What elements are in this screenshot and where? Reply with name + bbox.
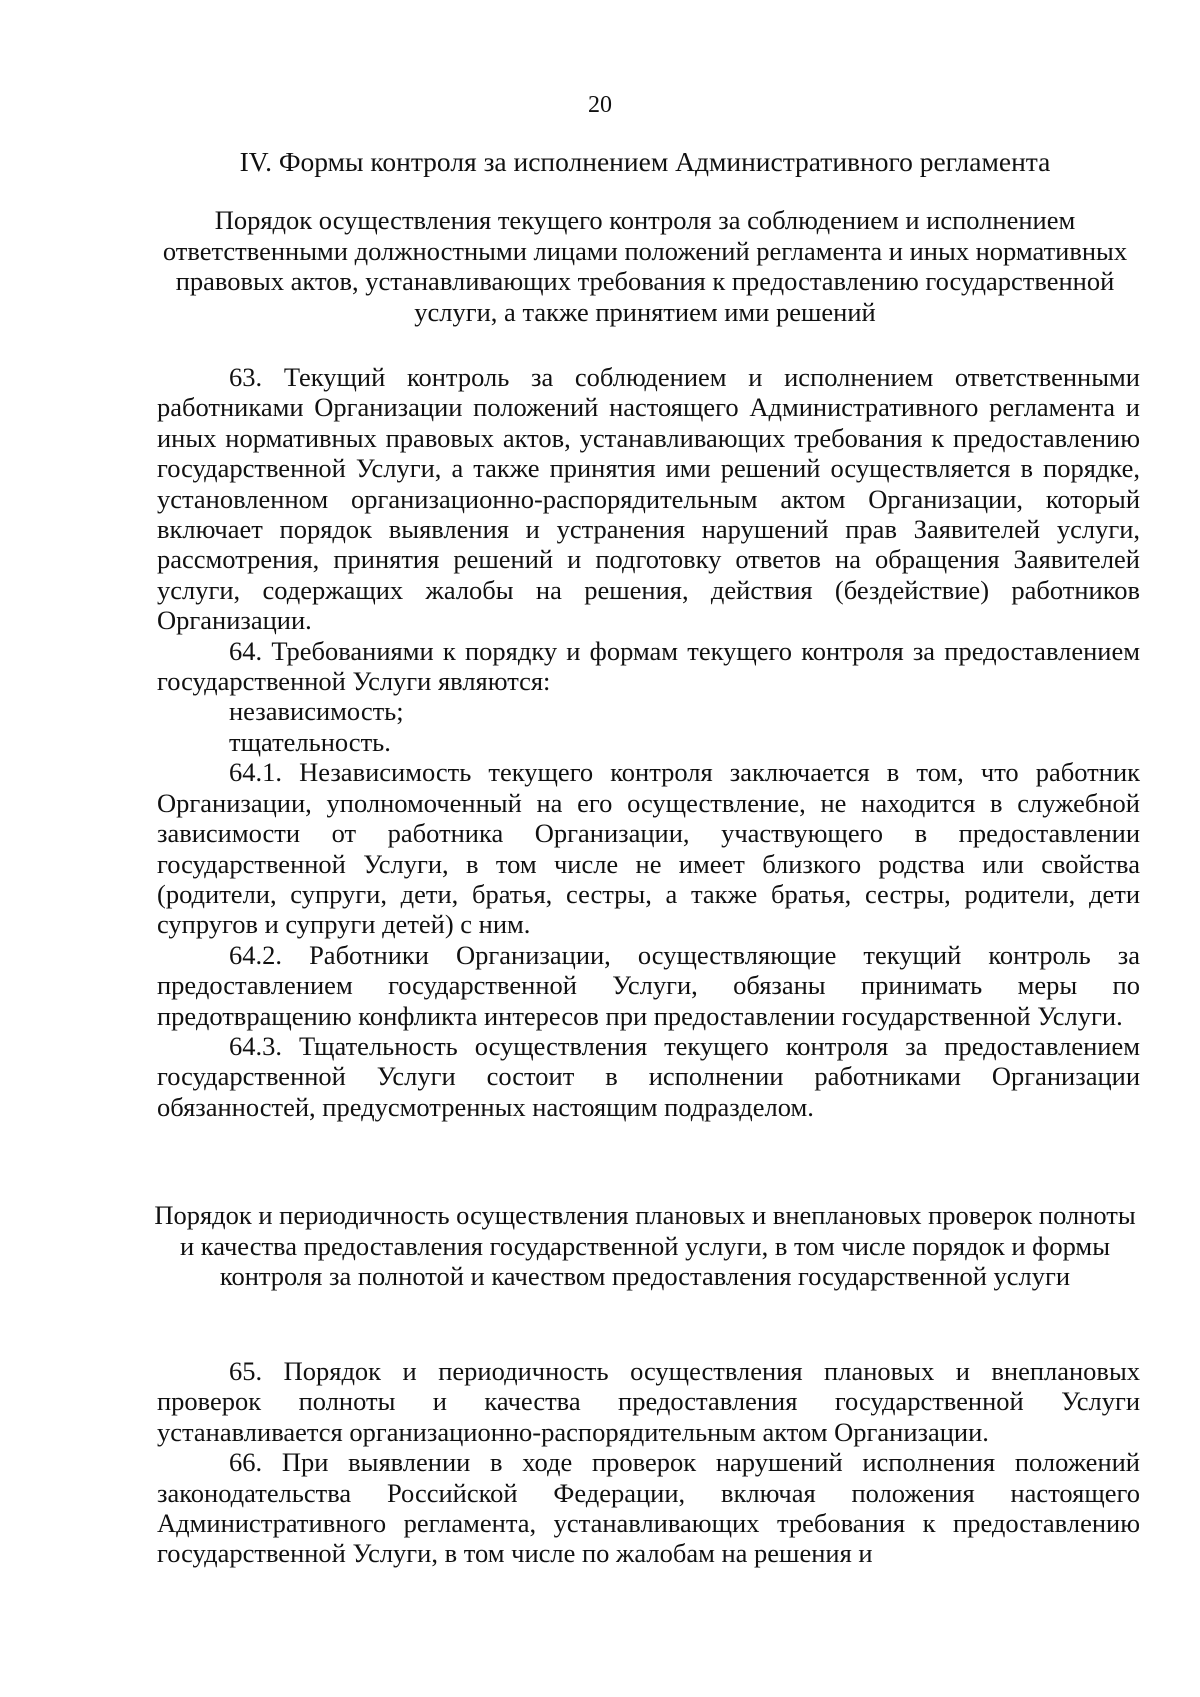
paragraph-66: 66. При выявлении в ходе проверок нарушений исполнения положений законодательства Российской Федерации, включая положения настоящего Административного регламента, устанавливающих требования к предоставлению государственной Услуги, в том числе по жалобам на решения и <box>157 1447 1140 1569</box>
section-body-inspections <box>157 1356 1140 1569</box>
section-title: IV. Формы контроля за исполнением Административного регламента <box>239 146 1051 177</box>
paragraph-64-1: 64.1. Независимость текущего контроля заключается в том, что работник Организации, уполномоченный на его осуществление, не находится в служебной зависимости от работника Организации, участвующего в предоставлении государственной Услуги, в том числе не имеет близкого родства или свойства (родители, супруги, дети, братья, сестры, а также братья, сестры, родители, дети супругов и супруги детей) с ним. <box>157 757 1140 940</box>
paragraph-64-2: 64.2. Работники Организации, осуществляющие текущий контроль за предоставлением государственной Услуги, обязаны принимать меры по предотвращению конфликта интересов при предоставлении государственной Услуги. <box>157 939 1140 1031</box>
paragraph-64: 64. Требованиями к порядку и формам текущего контроля за предоставлением государственной Услуги являются: <box>157 635 1140 697</box>
paragraph-65: 65. Порядок и периодичность осуществления плановых и внеплановых проверок полноты и качества предоставления государственной Услуги устанавливается организационно-распорядительным актом Организации. <box>157 1356 1140 1447</box>
subsection-title-current-control: Порядок осуществления текущего контроля за соблюдением и исполнением ответственными должностными лицами положений регламента и иных нормативных правовых актов, устанавливающих требования к предоставлению государственной услуги, а также принятием ими решений <box>162 205 1128 327</box>
page-number: 20 <box>588 92 612 118</box>
subsection-title-inspections: Порядок и периодичность осуществления плановых и внеплановых проверок полноты и качества предоставления государственной услуги, в том числе порядок и формы контроля за полнотой и качеством предоставления государственной услуги <box>154 1200 1136 1291</box>
list-item-independence: независимость; <box>229 696 404 727</box>
section-body-current-control <box>157 362 1140 1122</box>
list-item-thoroughness: тщательность. <box>229 726 391 757</box>
paragraph-64-3: 64.3. Тщательность осуществления текущего контроля за предоставлением государственной Услуги состоит в исполнении работниками Организации обязанностей, предусмотренных настоящим подразделом. <box>157 1030 1140 1122</box>
paragraph-63: 63. Текущий контроль за соблюдением и исполнением ответственными работниками Организации положений настоящего Административного регламента и иных нормативных правовых актов, устанавливающих требования к предоставлению государственной Услуги, а также принятия ими решений осуществляется в порядке, установленном организационно-распорядительным актом Организации, который включает порядок выявления и устранения нарушений прав Заявителей услуги, рассмотрения, принятия решений и подготовку ответов на обращения Заявителей услуги, содержащих жалобы на решения, действия (бездействие) работников Организации. <box>157 362 1140 636</box>
